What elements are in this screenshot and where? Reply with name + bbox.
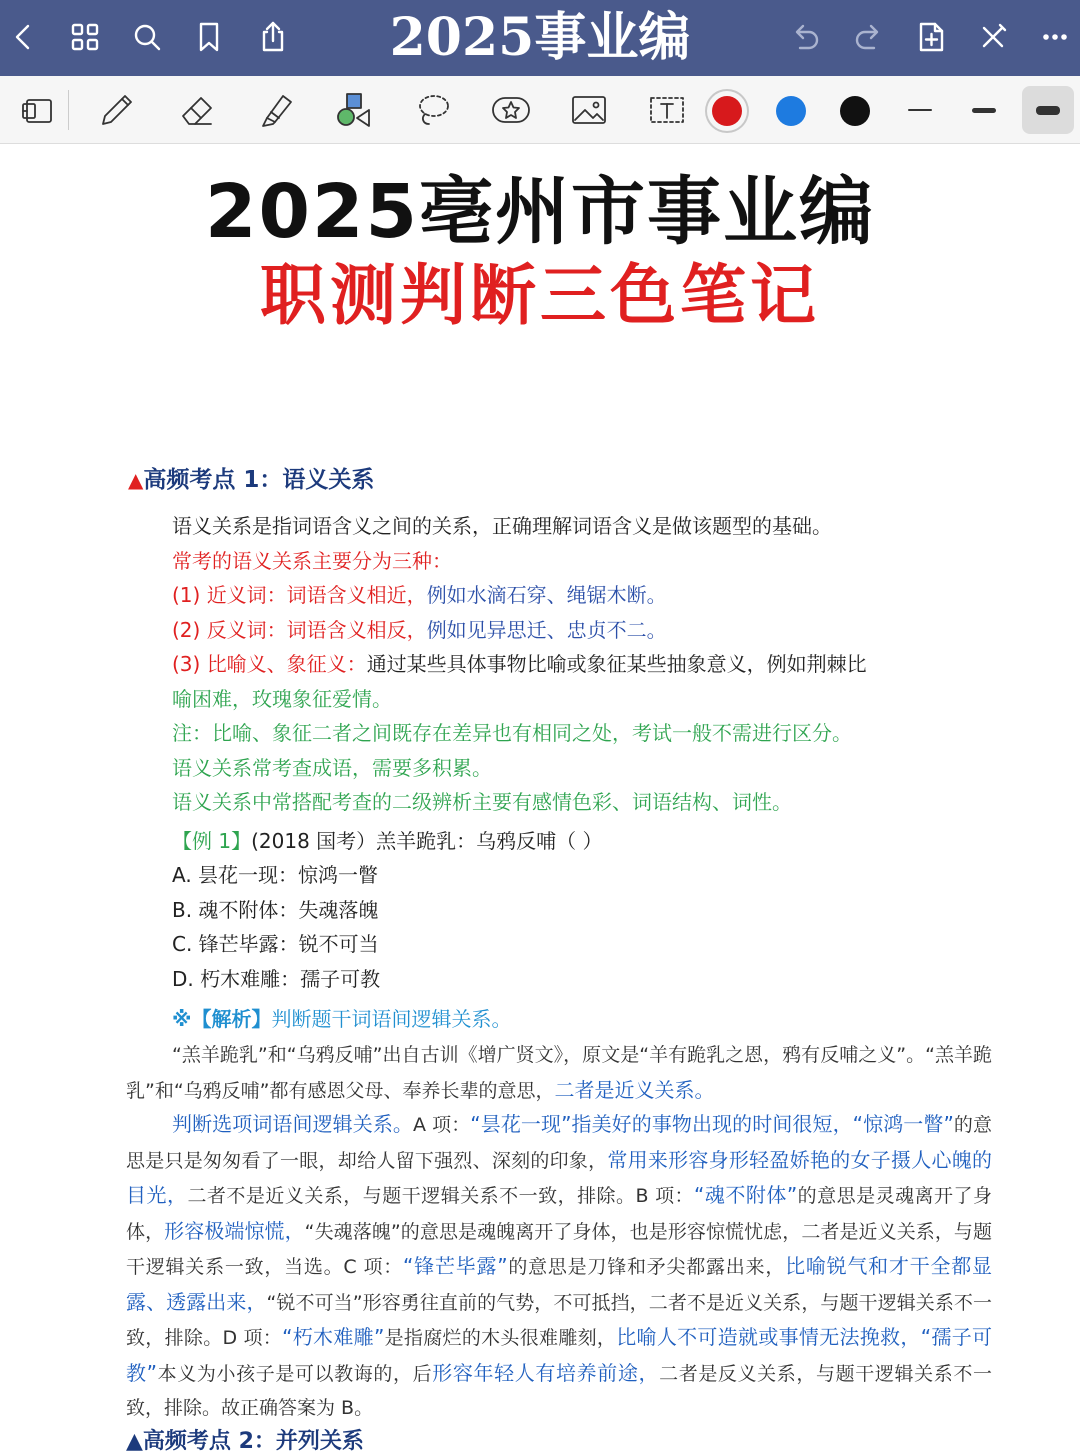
shapes-icon[interactable] — [330, 86, 380, 134]
close-x-icon[interactable] — [970, 14, 1016, 60]
option-c: C. 锋芒毕露：锐不可当 — [172, 932, 379, 956]
p2-highlight-9: 比喻人不可造就或事情无法挽救， — [616, 1325, 921, 1349]
p1-highlight: 二者是近义关系。 — [554, 1077, 715, 1102]
type3-continuation: 喻困难，玫瑰象征爱情。 — [172, 686, 392, 711]
p2-text-2: 的意思是只是匆匆看了一眼，却给人留下强烈、深刻的印象， — [126, 1114, 992, 1172]
tip-text-2: 语义关系中常搭配考查的二级辨析主要有感情色彩、词语结构、词性。 — [172, 790, 792, 814]
p2-highlight-10: “孺子可教” — [126, 1325, 992, 1385]
types-heading: 常考的语义关系主要分为三种： — [172, 548, 452, 573]
note-text: 注：比喻、象征二者之间既存在差异也有相同之处，考试一般不需进行区分。 — [172, 721, 852, 745]
p2-highlight-1: 判断选项词语间逻辑关系。 — [172, 1112, 413, 1136]
image-icon[interactable] — [564, 86, 614, 134]
example-tag: 【例 1】 — [172, 828, 252, 853]
annotation-toolbar — [0, 76, 1080, 144]
page-subtitle: 职测判断三色笔记 — [260, 257, 820, 334]
thickness-medium[interactable] — [958, 86, 1010, 134]
thickness-thin[interactable] — [894, 86, 946, 134]
lasso-icon[interactable] — [408, 86, 458, 134]
type-metaphor — [172, 647, 1002, 682]
type-synonym — [172, 578, 1002, 613]
color-swatch-blue[interactable] — [776, 96, 806, 126]
type3-label: (3) 比喻义、象征义： — [172, 652, 367, 676]
share-icon[interactable] — [250, 14, 296, 60]
p2-highlight-8: “朽木难雕” — [282, 1325, 385, 1349]
back-chevron-icon[interactable] — [0, 14, 46, 60]
type1-example: 例如水滴石穿、绳锯木断。 — [426, 583, 667, 607]
p2-text-4: 的意思是灵魂离开了身体， — [126, 1185, 993, 1243]
analysis-paragraph-1 — [126, 1038, 992, 1108]
toolbar-divider — [68, 90, 69, 130]
more-icon[interactable] — [1032, 14, 1078, 60]
analysis-title: 判断题干词语间逻辑关系。 — [271, 1007, 512, 1031]
tip-text-1: 语义关系常考查成语，需要多积累。 — [172, 755, 492, 780]
example-question-text: (2018 国考）羔羊跪乳：乌鸦反哺（ ） — [251, 828, 603, 853]
p2-highlight-11: 形容年轻人有培养前途， — [432, 1360, 660, 1385]
option-a: A. 昙花一现：惊鸿一瞥 — [172, 863, 379, 887]
next-section-heading: ▲高频考点 2：并列关系 — [126, 1429, 364, 1454]
p2-highlight-7: 比喻锐气和才干全都显露、透露出来， — [126, 1254, 992, 1314]
page-title: 2025亳州市事业编 — [205, 169, 875, 255]
p2-highlight-6: “锋芒毕露” — [403, 1254, 508, 1278]
p2-highlight-5: 形容极端惊慌， — [164, 1218, 305, 1243]
notes-body — [172, 509, 1002, 1037]
intro-text: 语义关系是指词语含义之间的关系，正确理解词语含义是做该题型的基础。 — [172, 514, 832, 538]
option-d: D. 朽木难雕：孺子可教 — [172, 966, 381, 991]
sticker-icon[interactable] — [486, 86, 536, 134]
page-layout-icon[interactable] — [14, 86, 64, 134]
undo-icon[interactable] — [782, 14, 828, 60]
p2-highlight-3: 常用来形容身形轻盈娇艳的女子摄人心魄的目光， — [126, 1147, 992, 1207]
p2-text-5: “失魂落魄”的意思是魂魄离开了身体，也是形容惊慌忧虑，二者是近义关系，与题干逻辑关系一致，当选。C 项： — [126, 1220, 992, 1278]
text-box-icon[interactable] — [642, 86, 692, 134]
bookmark-icon[interactable] — [186, 14, 232, 60]
p2-text-7: “锐不可当”形容勇往直前的气势，不可抵挡，二者不是近义关系，与题干逻辑关系不一致，排除。D 项： — [126, 1291, 992, 1349]
color-swatch-black[interactable] — [840, 96, 870, 126]
type1-label: (1) 近义词：词语含义相近， — [172, 583, 427, 607]
section-heading — [128, 464, 374, 496]
p2-text-3: 二者不是近义关系，与题干逻辑关系不一致，排除。B 项： — [187, 1185, 695, 1207]
p1-text: “羔羊跪乳”和“乌鸦反哺”出自古训《增广贤文》，原文是“羊有跪乳之恩，鸦有反哺之义”。“羔羊跪乳”和“乌鸦反哺”都有感恩父母、奉养长辈的意思， — [126, 1044, 992, 1102]
type2-example: 例如见异思迁、忠贞不二。 — [426, 617, 667, 642]
search-icon[interactable] — [124, 14, 170, 60]
section-title: 高频考点 1：语义关系 — [143, 467, 375, 493]
thickness-thick[interactable] — [1022, 86, 1074, 134]
grid-icon[interactable] — [62, 14, 108, 60]
pen-icon[interactable] — [92, 86, 142, 134]
p2-text-6: 的意思是刀锋和矛尖都露出来， — [507, 1256, 786, 1278]
option-b: B. 魂不附体：失魂落魄 — [172, 897, 379, 922]
type-antonym — [172, 613, 1002, 648]
p2-highlight-4: “魂不附体” — [694, 1183, 798, 1207]
eraser-icon[interactable] — [172, 86, 222, 134]
highlighter-icon[interactable] — [252, 86, 302, 134]
type3-text: 通过某些具体事物比喻或象征某些抽象意义，例如荆棘比 — [366, 652, 867, 676]
analysis-paragraph-2 — [126, 1107, 992, 1426]
top-nav-bar — [0, 0, 1080, 76]
analysis-mark: ※【解析】 — [172, 1007, 272, 1031]
add-page-icon[interactable] — [908, 14, 954, 60]
p2-text-10: 二者是反义关系，与题干逻辑关系不一致，排除。故正确答案为 B。 — [126, 1362, 992, 1419]
p2-text-8: 是指腐烂的木头很难雕刻， — [384, 1327, 617, 1349]
p2-text-9: 本义为小孩子是可以教诲的，后 — [156, 1362, 433, 1385]
p2-text-1: A 项： — [413, 1114, 471, 1136]
redo-icon[interactable] — [846, 14, 892, 60]
triangle-marker-icon: ▲ — [128, 468, 144, 492]
type2-label: (2) 反义词：词语含义相反， — [172, 617, 427, 642]
color-swatch-red[interactable] — [712, 96, 742, 126]
analysis-heading — [172, 1002, 1002, 1037]
example-question — [172, 824, 1002, 859]
document-title: 2025事业编 — [389, 7, 691, 68]
p2-highlight-2: “昙花一现”指美好的事物出现的时间很短，“惊鸿一瞥” — [470, 1112, 954, 1136]
